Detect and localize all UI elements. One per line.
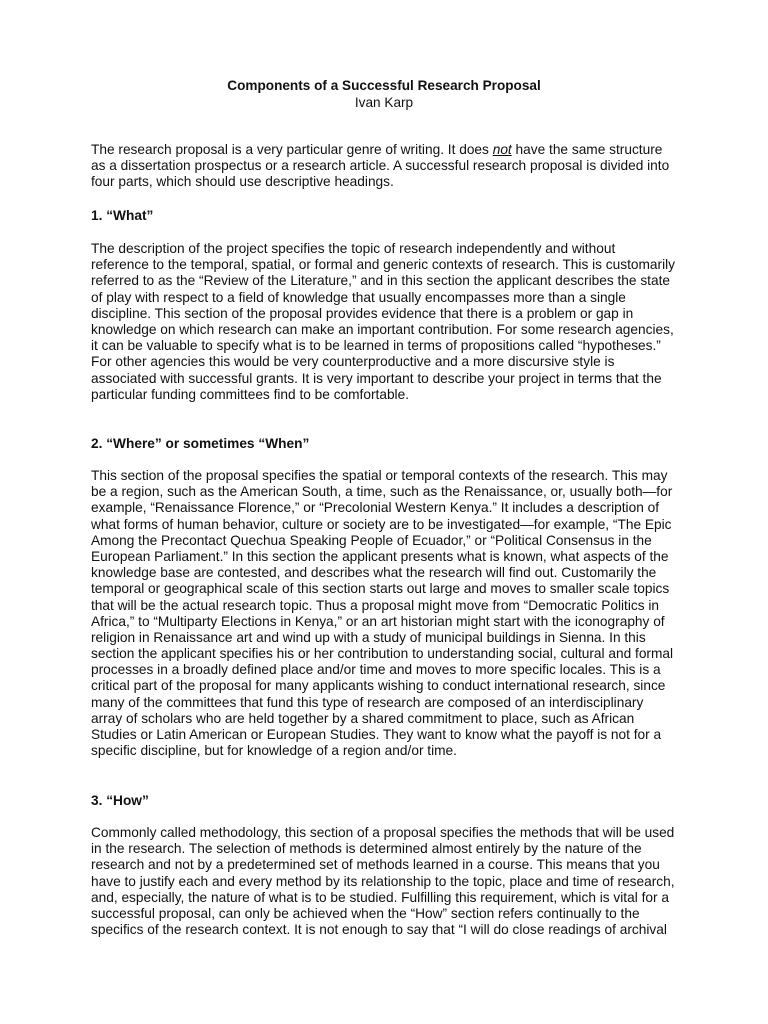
- intro-text: have the same structure: [511, 142, 663, 157]
- body-line: discipline. This section of the proposal provides evidence that there is a problem or gap in: [91, 305, 634, 321]
- body-line: it can be valuable to specify what is to be learned in terms of propositions called “hypotheses.”: [91, 338, 661, 354]
- body-line: reference to the temporal, spatial, or formal and generic contexts of research. This is customarily: [91, 257, 676, 273]
- intro-text: The research proposal is a very particular genre of writing. It does: [91, 142, 493, 157]
- body-line: of play with respect to a field of knowledge that usually encompasses more than a single: [91, 289, 626, 305]
- body-line: specifics of the research context. It is not enough to say that “I will do close readings of archival: [91, 922, 667, 938]
- body-line: associated with successful grants. It is very important to describe your project in terms that the: [91, 370, 662, 386]
- section-heading-how: 3. “How”: [91, 793, 149, 808]
- body-line: be a region, such as the American South, a time, such as the Renaissance, or, usually both—for: [91, 484, 673, 500]
- intro-line: as a dissertation prospectus or a research article. A successful research proposal is divided into: [91, 158, 670, 174]
- emphasis-not: not: [492, 142, 512, 157]
- body-line: Commonly called methodology, this section of a proposal specifies the methods that will be used: [91, 825, 675, 840]
- body-line: example, “Renaissance Florence,” or “Precolonial Western Kenya.” It includes a description of: [91, 500, 660, 516]
- body-line: research and not by a predetermined set of methods learned in a course. This means that you: [91, 857, 660, 873]
- body-line: array of scholars who are held together by a shared commitment to place, such as African: [91, 710, 635, 726]
- body-line: This section of the proposal specifies the spatial or temporal contexts of the research. This may: [91, 468, 668, 483]
- section-what-body: [91, 241, 691, 403]
- body-line: critical part of the proposal for many applicants wishing to conduct international research, since: [91, 678, 666, 694]
- body-line: Studies or Latin American or European Studies. They want to know what the payoff is not for a: [91, 727, 662, 742]
- section-where-body: [91, 468, 691, 759]
- body-line: European Parliament.” In this section the applicant presents what is known, what aspects of the: [91, 548, 669, 564]
- body-line: section the applicant specifies his or her contribution to understanding social, cultural and formal: [91, 646, 674, 662]
- body-line: and, especially, the nature of what is to be studied. Fulfilling this requirement, which is vital for a: [91, 889, 669, 905]
- body-line: that will be the actual research topic. Thus a proposal might move from “Democratic Politics in: [91, 597, 660, 613]
- body-line: Africa,” to “Multiparty Elections in Kenya,” or an art historian might start with the iconography of: [91, 613, 665, 629]
- body-line: The description of the project specifies the topic of research independently and without: [91, 241, 616, 256]
- body-line: For other agencies this would be very counterproductive and a more discursive style is: [91, 354, 615, 370]
- body-line: many of the committees that fund this type of research are composed of an interdisciplinary: [91, 694, 644, 710]
- body-line: in the research. The selection of methods is determined almost entirely by the nature of the: [91, 841, 642, 857]
- body-line: specific discipline, but for knowledge of a region and/or time.: [91, 743, 457, 759]
- section-heading-what: 1. “What”: [91, 208, 154, 223]
- body-line: temporal or geographical scale of this section starts out large and moves to smaller scale topics: [91, 581, 670, 597]
- intro-line: [91, 142, 691, 158]
- body-line: what forms of human behavior, culture or society are to be investigated—for example, “The Epic: [91, 516, 672, 532]
- body-line: processes in a broadly defined place and/or time and moves to more specific locales. This is a: [91, 662, 661, 678]
- body-line: knowledge on which research can make an important contribution. For some research agencies,: [91, 321, 674, 337]
- body-line: have to justify each and every method by its relationship to the topic, place and time of research,: [91, 873, 675, 889]
- section-heading-where: 2. “Where” or sometimes “When”: [91, 436, 310, 451]
- body-line: religion in Renaissance art and wind up with a study of municipal buildings in Sienna. In this: [91, 629, 646, 645]
- body-line: referred to as the “Review of the Literature,” and in this section the applicant describes the state: [91, 273, 670, 289]
- intro-paragraph: [91, 142, 691, 191]
- intro-line: four parts, which should use descriptive headings.: [91, 174, 394, 190]
- document-author: Ivan Karp: [354, 95, 414, 110]
- section-how-body: [91, 825, 691, 938]
- body-line: Among the Precontact Quechua Speaking People of Ecuador,” or “Political Consensus in the: [91, 532, 652, 548]
- body-line: knowledge base are contested, and describes what the research will find out. Customarily the: [91, 565, 657, 581]
- body-line: successful proposal, can only be achieved when the “How” section refers continually to the: [91, 905, 640, 921]
- document-title: Components of a Successful Research Proposal: [227, 78, 541, 93]
- body-line: particular funding committees find to be comfortable.: [91, 386, 410, 402]
